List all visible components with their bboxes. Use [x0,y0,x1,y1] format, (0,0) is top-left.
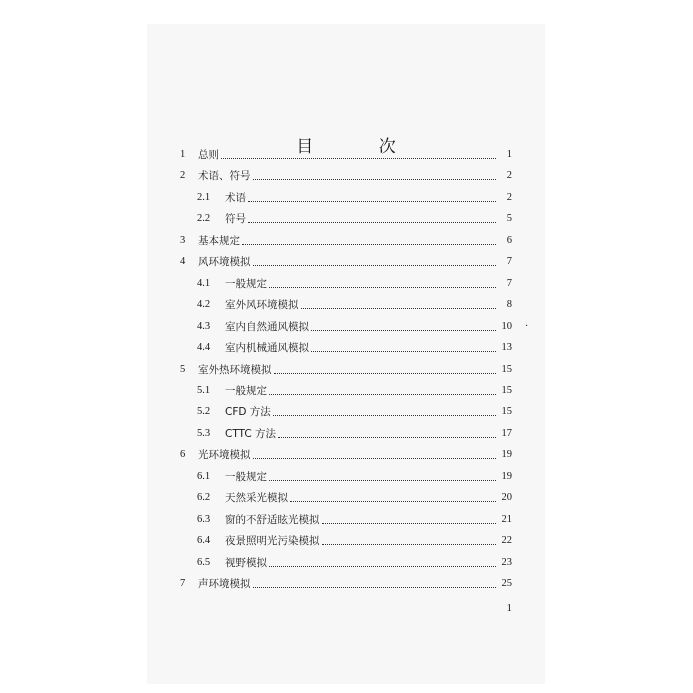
toc-entry [180,145,512,165]
toc-entry-label: 术语、符号 [198,170,251,183]
toc-entry [197,553,512,573]
toc-entry-label: 一般规定 [225,384,267,397]
toc-entry [197,424,512,444]
toc-entry-number: 4.1 [197,277,211,289]
toc-entry-label: 室内机械通风模拟 [225,342,309,355]
toc-entry [197,381,512,401]
toc-entry-page: 13 [501,342,512,354]
toc-entry-page: 23 [501,556,512,568]
toc-entry-number: 2.2 [197,213,211,225]
toc-leader-dots [311,338,496,358]
toc-entry [180,360,512,380]
toc-entry-label: 光环境模拟 [198,449,251,462]
toc-leader-dots [248,188,496,208]
toc-entry-label: CFD 方法 [225,406,271,419]
toc-entry-number: 6.2 [197,492,211,504]
toc-leader-dots [274,360,497,380]
toc-entry [180,166,512,186]
toc-entry-number: 1 [180,149,186,160]
toc-entry-number: 4 [180,256,186,268]
toc-entry-label: CTTC 方法 [225,427,277,440]
toc-leader-dots [269,381,496,401]
toc-entry-page: 15 [501,406,512,418]
toc-entry-number: 4.4 [197,342,211,354]
toc-entry-page: 15 [501,384,512,396]
stray-mark: . [525,318,529,329]
toc-leader-dots [278,424,496,444]
toc-entry-label: 总则 [198,149,219,161]
toc-entry-page: 15 [501,363,512,375]
table-of-contents [147,24,545,684]
toc-entry [180,574,512,594]
toc-leader-dots [248,209,496,229]
toc-entry-label: 室外风环境模拟 [225,299,299,312]
toc-entry-label: 基本规定 [198,234,240,247]
toc-leader-dots [290,488,496,508]
toc-entry [197,402,512,422]
toc-entry-number: 7 [180,578,186,589]
toc-entry [180,445,512,465]
toc-entry-number: 5 [180,363,186,375]
document-page [147,24,545,684]
toc-entry-label: 一般规定 [225,277,267,290]
toc-entry-page: 8 [506,299,512,311]
toc-entry-label: 夜景照明光污染模拟 [225,535,320,548]
toc-leader-dots [322,531,497,551]
toc-entry-page: 20 [501,492,512,504]
toc-entry-page: 19 [501,449,512,461]
toc-entry [197,295,512,315]
toc-entry [197,317,512,337]
toc-entry-number: 6 [180,449,186,461]
toc-entry-label: 视野模拟 [225,556,267,569]
toc-leader-dots [273,402,496,422]
toc-entry [197,488,512,508]
toc-entry-number: 6.3 [197,513,211,525]
toc-entry [180,231,512,251]
toc-entry-label: 室外热环境模拟 [198,363,272,376]
toc-entry-label: 符号 [225,213,246,226]
toc-entry-page: 22 [501,535,512,547]
toc-entry [180,252,512,272]
toc-entry-label: 术语 [225,191,246,204]
toc-leader-dots [269,467,496,487]
toc-entry [197,510,512,530]
toc-entry-number: 6.4 [197,535,211,547]
toc-entry-page: 7 [506,277,512,289]
toc-entry-page: 25 [501,578,512,589]
toc-entry-label: 天然采光模拟 [225,492,288,505]
toc-leader-dots [311,317,496,337]
toc-entry-page: 10 [501,320,512,332]
toc-entry-page: 7 [506,256,512,268]
page-number: 1 [506,602,512,614]
toc-entry [197,467,512,487]
toc-entry-page: 6 [506,234,512,246]
toc-entry [197,188,512,208]
toc-leader-dots [253,252,497,272]
toc-leader-dots [242,231,496,251]
toc-entry-number: 4.3 [197,320,211,332]
toc-leader-dots [253,574,497,594]
toc-entry-label: 风环境模拟 [198,256,251,269]
toc-leader-dots [322,510,497,530]
toc-entry-number: 6.5 [197,556,211,568]
toc-leader-dots [221,145,496,165]
toc-leader-dots [301,295,497,315]
toc-entry [197,338,512,358]
toc-entry-page: 2 [506,191,512,203]
toc-leader-dots [253,166,497,186]
toc-entry-page: 1 [506,149,512,160]
page-title: 目 次 [296,137,426,157]
toc-entry-number: 2 [180,170,186,182]
toc-entry-number: 4.2 [197,299,211,311]
toc-entry-number: 3 [180,234,186,246]
toc-entry [197,274,512,294]
toc-leader-dots [253,445,497,465]
toc-leader-dots [269,553,496,573]
toc-entry-number: 5.3 [197,427,211,439]
toc-entry-label: 窗的不舒适眩光模拟 [225,513,320,526]
toc-entry-page: 21 [501,513,512,525]
toc-entry-page: 2 [506,170,512,182]
toc-leader-dots [269,274,496,294]
toc-entry-number: 6.1 [197,470,211,482]
toc-entry-label: 一般规定 [225,470,267,483]
toc-entry-number: 5.1 [197,384,211,396]
toc-entry-page: 19 [501,470,512,482]
toc-entry-label: 室内自然通风模拟 [225,320,309,333]
toc-entry [197,209,512,229]
toc-entry-page: 17 [501,427,512,439]
toc-entry [197,531,512,551]
toc-entry-page: 5 [506,213,512,225]
toc-entry-number: 5.2 [197,406,211,418]
toc-entry-label: 声环境模拟 [198,578,251,590]
toc-entry-number: 2.1 [197,191,211,203]
